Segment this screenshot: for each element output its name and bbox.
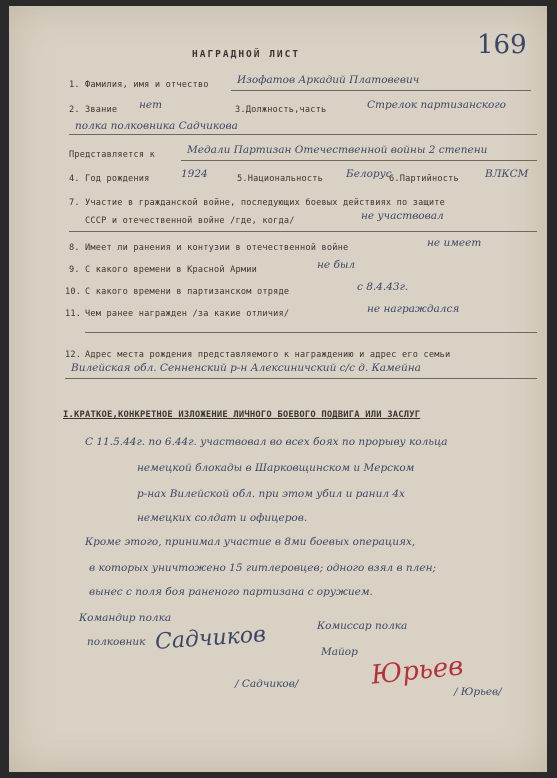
field-label-partisan: С какого времени в партизанском отряде xyxy=(85,287,290,297)
field-value-partisan: с 8.4.43г. xyxy=(357,281,409,293)
field-underline xyxy=(231,90,531,91)
document-title: НАГРАДНОЙ ЛИСТ xyxy=(192,49,301,60)
field-number: 10. xyxy=(65,287,82,297)
field-underline xyxy=(65,378,537,379)
commander-signature: Садчиков xyxy=(154,622,267,655)
narrative-line: немецкой блокады в Шарковщинском и Мерском xyxy=(137,462,415,474)
field-number: 11. xyxy=(65,309,82,319)
field-value-nationality: Белорус xyxy=(346,168,392,180)
commander-rank: полковник xyxy=(87,636,146,648)
field-underline xyxy=(181,160,537,161)
field-underline xyxy=(69,231,537,232)
field-value-party: ВЛКСМ xyxy=(485,168,529,180)
field-label-address: Адрес места рождения представляемого к награждению и адрес его семьи xyxy=(85,350,451,360)
field-value-red-army: не был xyxy=(317,259,356,271)
field-label-red-army: С какого времени в Красной Армии xyxy=(85,265,257,275)
field-label-name: Фамилия, имя и отчество xyxy=(85,80,209,90)
field-value-civil-war: не участвовал xyxy=(361,210,444,222)
field-label-position: 3.Должность,часть xyxy=(235,105,327,115)
section-title: I.КРАТКОЕ,КОНКРЕТНОЕ ИЗЛОЖЕНИЕ ЛИЧНОГО БОЕВОГО ПОДВИГА ИЛИ ЗАСЛУГ xyxy=(63,410,421,420)
field-label-party: 6.Партийность xyxy=(389,174,459,184)
field-number: 2. xyxy=(69,105,80,115)
field-value-wounds: не имеет xyxy=(427,237,482,249)
field-number: 7. xyxy=(69,198,80,208)
narrative-line: в которых уничтожено 15 гитлеровцев; одного взял в плен; xyxy=(89,562,437,574)
narrative-line: р-нах Вилейской обл. при этом убил и ранил 4х xyxy=(137,488,405,500)
field-label-civil-war-cont: СССР и отечественной войне /где, когда/ xyxy=(85,216,295,226)
field-number: 12. xyxy=(65,350,82,360)
field-label-previous-awards: Чем ранее награжден /за какие отличия/ xyxy=(85,309,290,319)
narrative-line: С 11.5.44г. по 6.44г. участвовал во всех боях по прорыву кольца xyxy=(85,436,448,448)
narrative-line: немецких солдат и офицеров. xyxy=(137,512,308,524)
commissar-title: Комиссар полка xyxy=(317,620,408,632)
field-underline xyxy=(85,332,537,333)
field-value-previous-awards: не награждался xyxy=(367,303,460,315)
page-number: 169 xyxy=(477,30,527,60)
field-number: 4. xyxy=(69,174,80,184)
award-sheet xyxy=(9,6,547,772)
field-value-award: Медали Партизан Отечественной войны 2 степени xyxy=(187,144,488,156)
field-label-award: Представляется к xyxy=(69,150,155,160)
commander-name: / Садчиков/ xyxy=(235,678,299,690)
field-value-position: Стрелок партизанского xyxy=(367,99,507,111)
narrative-line: Кроме этого, принимал участие в 8ми боевых операциях, xyxy=(85,536,416,548)
field-label-rank: Звание xyxy=(85,105,118,115)
field-value-rank: нет xyxy=(139,99,163,111)
field-underline xyxy=(69,134,537,135)
field-value-birth-year: 1924 xyxy=(181,168,208,180)
field-label-wounds: Имеет ли ранения и контузии в отечественной войне xyxy=(85,243,349,253)
commissar-signature: Юрьев xyxy=(369,651,465,691)
commander-title: Командир полка xyxy=(79,612,172,624)
field-label-civil-war: Участие в гражданской войне, последующих боевых действиях по защите xyxy=(85,198,446,208)
field-number: 9. xyxy=(69,265,80,275)
field-value-name: Изофатов Аркадий Платовевич xyxy=(237,74,420,86)
field-label-birth-year: Год рождения xyxy=(85,174,150,184)
field-value-address: Вилейская обл. Сенненский р-н Алексиничский с/с д. Камейна xyxy=(71,362,421,374)
commissar-name: / Юрьев/ xyxy=(454,686,502,698)
field-number: 8. xyxy=(69,243,80,253)
field-value-position-cont: полка полковника Садчикова xyxy=(75,120,238,132)
field-number: 1. xyxy=(69,80,80,90)
field-label-nationality: 5.Национальность xyxy=(237,174,323,184)
commissar-rank: Майор xyxy=(321,646,358,658)
narrative-line: вынес с поля боя раненого партизана с оружием. xyxy=(89,586,373,598)
